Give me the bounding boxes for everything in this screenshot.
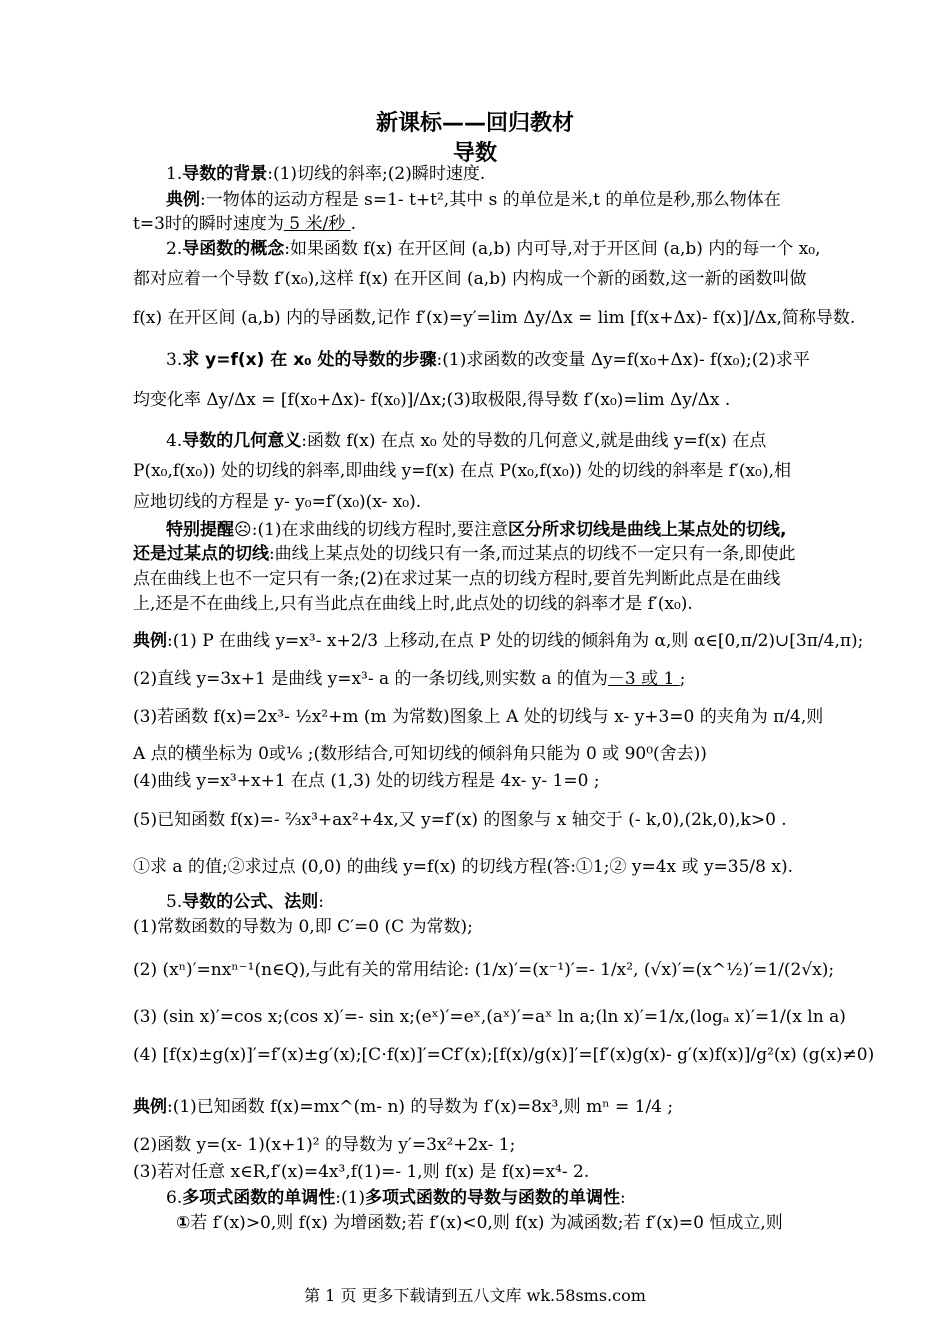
text-segment: 求 y=f(x) 在 x₀ 处的导数的步骤 [182, 350, 437, 370]
example-derivative-2 [133, 1134, 515, 1156]
text-segment: :函数 f(x) 在点 x₀ 处的导数的几何意义,就是曲线 y=f(x) 在点 [301, 431, 767, 451]
example-3 [133, 706, 823, 728]
text-segment: 应地切线的方程是 y- y₀=f′(x₀)(x- x₀). [133, 492, 422, 512]
example-5 [133, 809, 787, 831]
text-segment: : [620, 1188, 626, 1208]
text-segment: 导数的几何意义 [182, 431, 302, 451]
example-answer-line [133, 213, 356, 235]
monotonicity-rule [176, 1212, 783, 1234]
sub-title: 导数 [452, 141, 497, 166]
text-segment: :如果函数 f(x) 在开区间 (a,b) 内可导,对于开区间 (a,b) 内的每一个 x₀, [284, 239, 821, 259]
text-segment: (1)常数函数的导数为 0,即 C′=0 (C 为常数); [133, 917, 473, 937]
formula-4 [133, 1044, 874, 1066]
text-segment: 典例 [166, 190, 200, 210]
text-segment: (3) (sin x)′=cos x;(cos x)′=- sin x;(eˣ)′=eˣ,(aˣ)′=aˣ ln a;(ln x)′=1/x,(logₐ x)′=1/(x ln a) [133, 1007, 846, 1027]
text-segment: 导数的公式、法则 [182, 892, 319, 912]
example-5-questions [133, 856, 793, 878]
example-3-answer [133, 743, 707, 765]
text-segment: (4) [f(x)±g(x)]′=f′(x)±g′(x);[C⋅f(x)]′=Cf′(x);[f(x)/g(x)]′=[f′(x)g(x)- g′(x)f(x)]/g²(x) (g(x)≠0) [133, 1045, 875, 1065]
page-footer: 第 1 页 更多下载请到五八文库 wk.58sms.com [304, 1286, 646, 1305]
example-1 [133, 630, 863, 652]
section-2-text [133, 268, 806, 290]
example-derivative-3 [133, 1161, 589, 1183]
text-segment: (2)函数 y=(x- 1)(x+1)² 的导数为 y′=3x²+2x- 1; [133, 1135, 516, 1155]
formula-3 [133, 1006, 846, 1028]
text-segment: (2) (xⁿ)′=nxⁿ⁻¹(n∈Q),与此有关的常用结论: (1/x)′=(x⁻¹)′=- 1/x², (√x)′=(x^½)′=1/(2√x); [133, 960, 835, 980]
text-segment: :(1)求函数的改变量 Δy=f(x₀+Δx)- f(x₀);(2)求平 [436, 350, 810, 370]
text-segment: 上,还是不在曲线上,只有当此点在曲线上时,此点处的切线的斜率才是 f′(x₀). [133, 594, 693, 614]
text-segment: (3)若函数 f(x)=2x³- ½x²+m (m 为常数)图象上 A 处的切线与 x- y+3=0 的夹角为 π/4,则 [133, 707, 824, 727]
text-segment: ; [679, 669, 686, 689]
main-title: 新课标——回归教材 [375, 111, 574, 136]
text-segment: 6. [166, 1188, 183, 1208]
example-2 [133, 668, 685, 690]
section-2-line [166, 238, 821, 260]
text-segment: 2. [166, 239, 183, 259]
text-segment: :一物体的运动方程是 s=1- t+t²,其中 s 的单位是米,t 的单位是秒,那么物体在 [200, 190, 781, 210]
text-segment: 导函数的概念 [182, 239, 285, 259]
example-derivative-1 [133, 1096, 673, 1118]
text-segment: :(1) P 在曲线 y=x³- x+2/3 上移动,在点 P 处的切线的倾斜角为 α,则 α∈[0,π/2)∪[3π/4,π); [167, 631, 864, 651]
section-1-line [166, 163, 485, 185]
text-segment: :曲线上某点处的切线只有一条,而过某点的切线不一定只有一条,即使此 [269, 544, 796, 564]
text-segment: 多项式函数的单调性 [182, 1188, 336, 1208]
text-segment: 都对应着一个导数 f′(x₀),这样 f(x) 在开区间 (a,b) 内构成一个新的函数,这一新的函数叫做 [133, 269, 807, 289]
text-segment: P(x₀,f(x₀)) 处的切线的斜率,即曲线 y=f(x) 在点 P(x₀,f(x₀)) 处的切线的斜率是 f′(x₀),相 [133, 461, 791, 481]
formula-2 [133, 959, 834, 981]
text-segment: －3 或 1 [607, 669, 680, 689]
section-5-line [166, 891, 324, 913]
text-segment: :(1) [335, 1188, 366, 1208]
example-4 [133, 770, 600, 792]
section-6-line [166, 1187, 626, 1209]
text-segment: : [318, 892, 324, 912]
text-segment: 3. [166, 350, 183, 370]
tangent-equation [133, 491, 421, 513]
text-segment: :(1)切线的斜率;(2)瞬时速度. [267, 164, 486, 184]
text-segment: 1. [166, 164, 183, 184]
section-4-text [133, 460, 791, 482]
text-segment: 均变化率 Δy/Δx = [f(x₀+Δx)- f(x₀)]/Δx;(3)取极限,得导数 f′(x₀)=lim Δy/Δx . [133, 390, 731, 410]
section-3-line [166, 349, 810, 371]
text-segment: :(1)已知函数 f(x)=mx^(m- n) 的导数为 f′(x)=8x³,则 mⁿ = 1/4 ; [167, 1097, 674, 1117]
text-segment: :(1)在求曲线的切线方程时,要注意 [251, 520, 508, 540]
section-4-line [166, 430, 766, 452]
text-segment: f(x) 在开区间 (a,b) 内的导函数,记作 f′(x)=y′=lim Δy/Δx = lim [f(x+Δx)- f(x)]/Δx,简称导数. [133, 308, 856, 328]
formula-1 [133, 916, 473, 938]
reminder-text [133, 568, 780, 590]
text-segment: 点在曲线上也不一定只有一条;(2)在求过某一点的切线方程时,要首先判断此点是在曲线 [133, 569, 781, 589]
text-segment: . [350, 214, 357, 234]
text-segment: ① [176, 1213, 191, 1233]
text-segment: (4)曲线 y=x³+x+1 在点 (1,3) 处的切线方程是 4x- y- 1=0 ; [133, 771, 600, 791]
text-segment: 典例 [133, 631, 167, 651]
text-segment: 5 米/秒 [283, 214, 351, 234]
text-segment: 5. [166, 892, 183, 912]
text-segment: (3)若对任意 x∈R,f′(x)=4x³,f(1)=- 1,则 f(x) 是 f(x)=x⁴- 2. [133, 1162, 590, 1182]
reminder-text [133, 593, 693, 615]
text-segment: 导数的背景 [182, 164, 268, 184]
text-segment: ①求 a 的值;②求过点 (0,0) 的曲线 y=f(x) 的切线方程(答:①1;② y=4x 或 y=35/8 x). [133, 857, 793, 877]
reminder-text [133, 543, 796, 565]
text-segment: 区分所求切线是曲线上某点处的切线, [507, 520, 787, 540]
text-segment: 4. [166, 431, 183, 451]
section-3-text [133, 389, 730, 411]
text-segment: 典例 [133, 1097, 167, 1117]
derivative-definition [133, 307, 855, 329]
text-segment: 还是过某点的切线 [133, 544, 269, 564]
text-segment: 若 f′(x)>0,则 f(x) 为增函数;若 f′(x)<0,则 f(x) 为减函数;若 f′(x)=0 恒成立,则 [190, 1213, 783, 1233]
text-segment: 特别提醒☹ [166, 520, 252, 540]
text-segment: (2)直线 y=3x+1 是曲线 y=x³- a 的一条切线,则实数 a 的值为 [133, 669, 608, 689]
text-segment: t=3时的瞬时速度为 [133, 214, 284, 234]
special-reminder [166, 519, 786, 541]
example-line [166, 189, 781, 211]
text-segment: A 点的横坐标为 0或⅙ ;(数形结合,可知切线的倾斜角只能为 0 或 90⁰(舍去)) [133, 744, 707, 764]
text-segment: (5)已知函数 f(x)=- ⅔x³+ax²+4x,又 y=f′(x) 的图象与 x 轴交于 (- k,0),(2k,0),k>0 . [133, 810, 787, 830]
text-segment: 多项式函数的导数与函数的单调性 [365, 1188, 621, 1208]
